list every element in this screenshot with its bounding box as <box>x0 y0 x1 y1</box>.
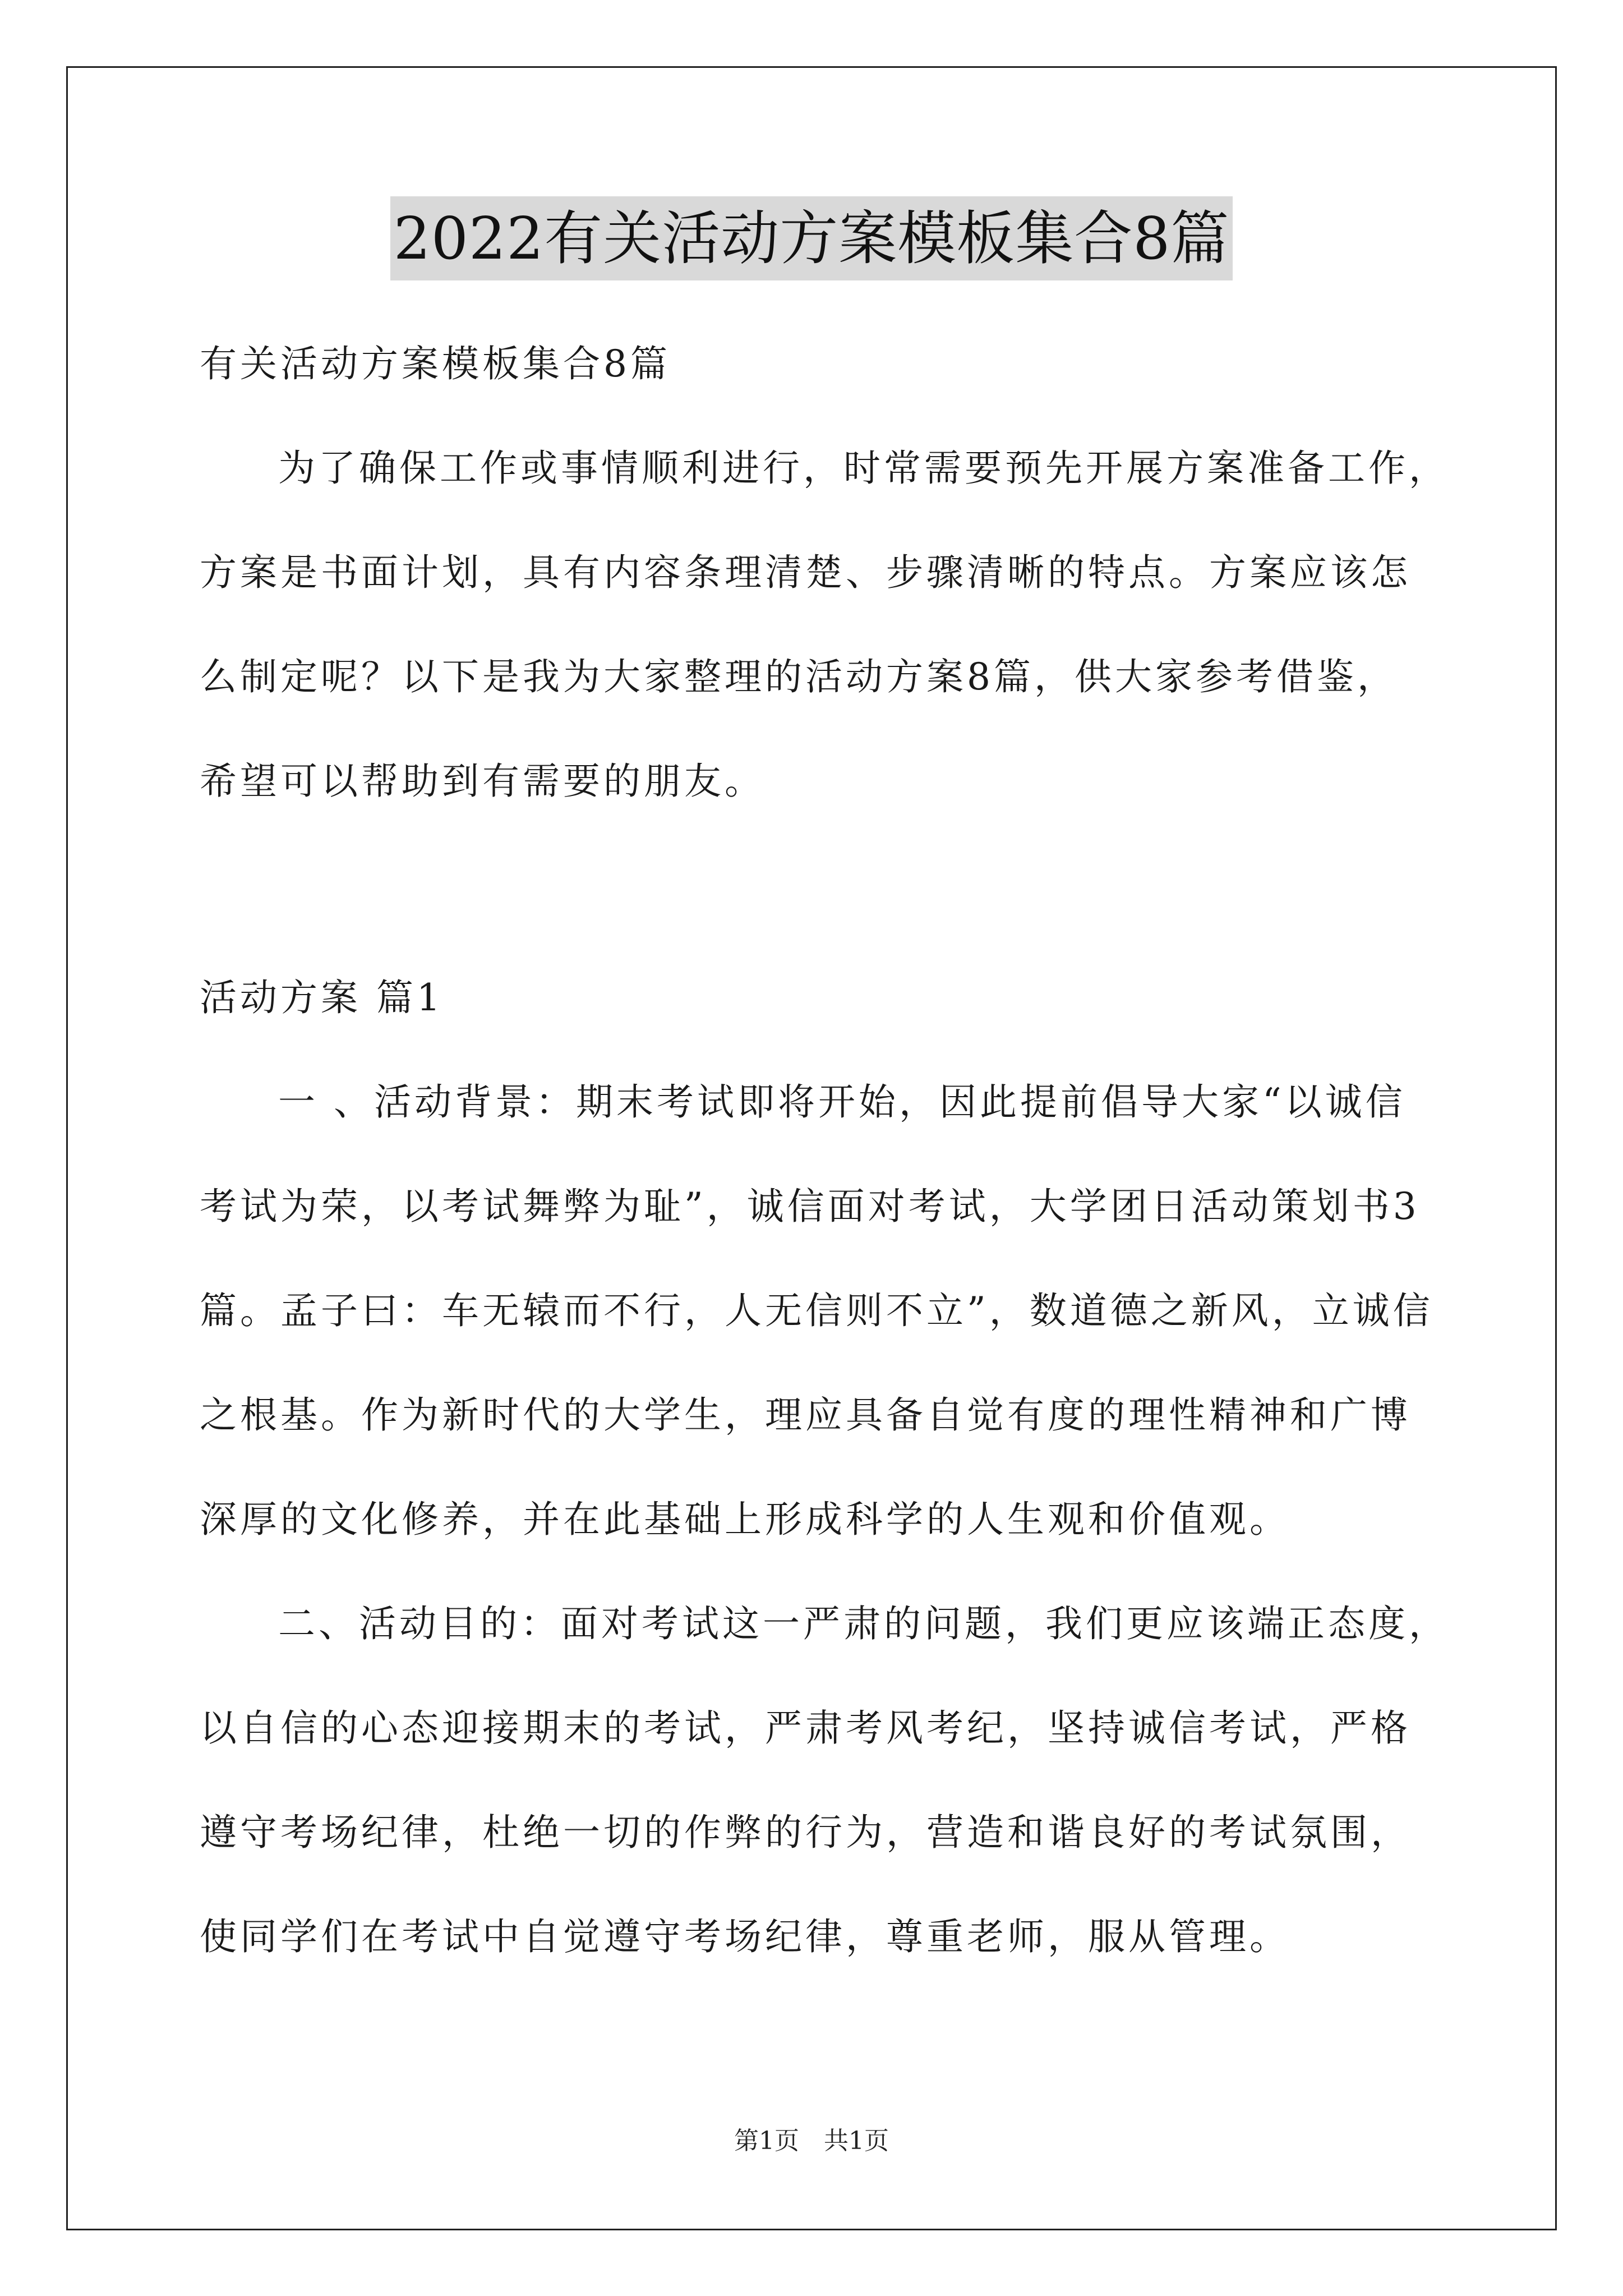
paragraph-line: 希望可以帮助到有需要的朋友。 <box>200 760 765 803</box>
paragraph-line: 方案是书面计划，具有内容条理清楚、步骤清晰的特点。方案应该怎 <box>200 551 1411 594</box>
document-body <box>200 312 1449 1989</box>
section-spacer <box>200 834 1439 946</box>
page-footer: 第1页 共1页 <box>734 2127 889 2155</box>
paragraph-line: 遵守考场纪律，杜绝一切的作弊的行为，营造和谐良好的考试氛围， <box>200 1811 1411 1854</box>
paragraph-line: 为了确保工作或事情顺利进行，时常需要预先开展方案准备工作， <box>278 447 1449 490</box>
section-heading: 活动方案 篇1 <box>200 976 444 1019</box>
paragraph-line: 考试为荣，以考试舞弊为耻”，诚信面对考试，大学团日活动策划书3 <box>200 1185 1420 1228</box>
paragraph-line: 一 、活动背景：期末考试即将开始，因此提前倡导大家“以诚信 <box>278 1080 1406 1124</box>
paragraph-line: 篇。孟子曰：车无辕而不行，人无信则不立”，数道德之新风，立诚信 <box>200 1289 1433 1332</box>
paragraph-line: 之根基。作为新时代的大学生，理应具备自觉有度的理性精神和广博 <box>200 1393 1411 1437</box>
document-title: 2022有关活动方案模板集合8篇 <box>390 196 1233 280</box>
paragraph-line: 以自信的心态迎接期末的考试，严肃考风考纪，坚持诚信考试，严格 <box>200 1706 1411 1750</box>
paragraph-line: 么制定呢？以下是我为大家整理的活动方案8篇，供大家参考借鉴， <box>200 655 1398 698</box>
background-paragraph <box>200 1050 1439 1572</box>
paragraph-line: 二、活动目的：面对考试这一严肃的问题，我们更应该端正态度， <box>278 1602 1449 1645</box>
intro-paragraph <box>200 416 1449 834</box>
paragraph-line: 使同学们在考试中自觉遵守考场纪律，尊重老师，服从管理。 <box>200 1915 1290 1958</box>
title-container <box>0 196 1623 280</box>
paragraph-line: 深厚的文化修养，并在此基础上形成科学的人生观和价值观。 <box>200 1498 1290 1541</box>
purpose-paragraph <box>200 1572 1449 1989</box>
document-subtitle: 有关活动方案模板集合8篇 <box>200 342 671 385</box>
